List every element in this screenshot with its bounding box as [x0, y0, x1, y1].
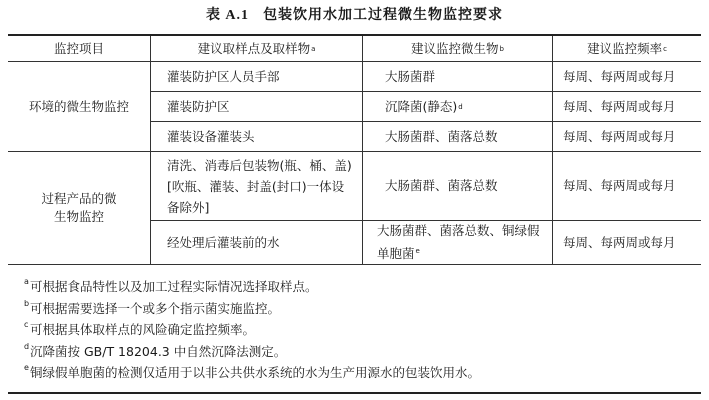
table-row-frequency: 每周、每两周或每月: [553, 62, 701, 92]
monitoring-table: [8, 34, 701, 394]
table-row-frequency: 每周、每两周或每月: [553, 221, 701, 265]
table-row-microbe: 大肠菌群、菌落总数: [363, 122, 553, 152]
table-row-microbe: 大肠菌群、菌落总数、铜绿假单胞菌$^e$: [363, 221, 553, 265]
footnote-mark: b: [499, 44, 504, 53]
header-monitor-item: 监控项目: [8, 36, 151, 62]
header-frequency: 建议监控频率 c: [553, 36, 701, 62]
table-row-point: 清洗、消毒后包装物(瓶、桶、盖)[吹瓶、灌装、封盖(封口)一体设备除外]: [151, 152, 363, 221]
group-process-product: 过程产品的微生物监控: [8, 152, 151, 265]
footnote-mark: d: [458, 102, 463, 111]
table-row-point: 灌装防护区: [151, 92, 363, 122]
header-microbe: 建议监控微生物 b: [363, 36, 553, 62]
note-b: b 可根据需要选择一个或多个指示菌实施监控。: [24, 298, 281, 316]
table-row-microbe: 沉降菌(静态) d: [363, 92, 553, 122]
table-caption: [0, 4, 709, 24]
table-number: 表 A.1: [205, 8, 250, 23]
table-grid: [8, 36, 701, 268]
table-notes: [8, 268, 701, 384]
table-row-point: 灌装设备灌装头: [151, 122, 363, 152]
table-row-point: 经处理后灌装前的水: [151, 221, 363, 265]
table-row-microbe: 大肠菌群、菌落总数: [363, 152, 553, 221]
note-c: c 可根据具体取样点的风险确定监控频率。: [24, 320, 256, 337]
header-sampling-point: 建议取样点及取样物 a: [151, 36, 363, 62]
group-environment: 环境的微生物监控: [8, 62, 151, 152]
table-row-frequency: 每周、每两周或每月: [553, 122, 701, 152]
footnote-mark: e: [415, 246, 420, 255]
table-row-microbe: 大肠菌群: [363, 62, 553, 92]
note-e: e 铜绿假单胞菌的检测仅适用于以非公共供水系统的水为生产用源水的包装饮用水。: [24, 363, 481, 380]
footnote-mark: a: [311, 44, 316, 53]
note-d: d 沉降菌按 GB/T 18204.3 中自然沉降法测定。: [24, 341, 287, 359]
table-row-frequency: 每周、每两周或每月: [553, 92, 701, 122]
table-title: 包装饮用水加工过程微生物监控要求: [263, 7, 504, 23]
footnote-mark: c: [663, 44, 667, 53]
table-row-frequency: 每周、每两周或每月: [553, 152, 701, 221]
note-a: a 可根据食品特性以及加工过程实际情况选择取样点。: [24, 277, 318, 294]
table-row-point: 灌装防护区人员手部: [151, 62, 363, 92]
